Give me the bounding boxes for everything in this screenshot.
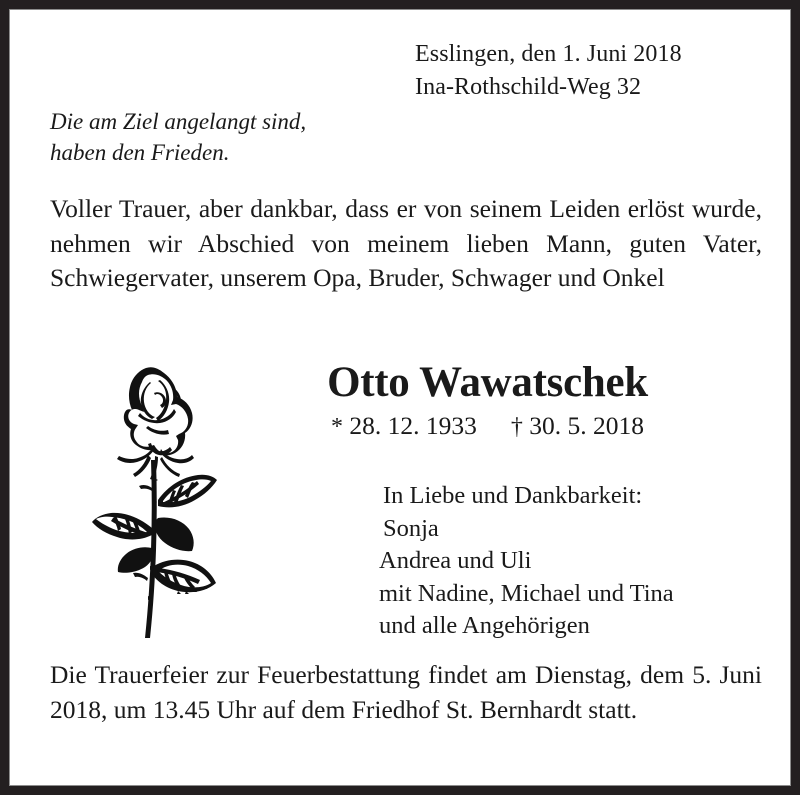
death-date: 30. 5. 2018 xyxy=(529,411,644,440)
death-symbol-dagger-icon: † xyxy=(510,414,523,440)
birth-symbol-asterisk-icon: * xyxy=(331,414,343,440)
epitaph xyxy=(50,106,306,168)
funeral-details: Die Trauerfeier zur Feuerbestattung findet am Dienstag, dem 5. Juni 2018, um 13.45 Uhr auf dem Friedhof St. Bernhardt statt. xyxy=(50,660,762,724)
birth-date-group xyxy=(331,411,477,440)
place-and-date: Esslingen, den 1. Juni 2018 xyxy=(415,41,682,67)
deceased-name: Otto Wawatschek xyxy=(327,359,648,406)
survivor-line: mit Nadine, Michael und Tina xyxy=(379,579,674,607)
mourning-text: Voller Trauer, aber dankbar, dass er von seinem Leiden erlöst wurde, nehmen wir Abschied von meinem lieben Mann, guten Vater, Schwiegervater, unserem Opa, Bruder, Schwager und Onkel xyxy=(50,194,762,292)
header-block xyxy=(415,38,682,104)
survivors-block xyxy=(379,480,674,643)
survivor-line: Sonja xyxy=(383,514,439,542)
birth-date: 28. 12. 1933 xyxy=(349,411,477,440)
survivor-line: Andrea und Uli xyxy=(379,547,532,575)
epitaph-line-2: haben den Frieden. xyxy=(50,140,230,165)
death-date-group xyxy=(511,411,644,440)
epitaph-line-1: Die am Ziel angelangt sind, xyxy=(50,109,307,134)
notice-content xyxy=(10,10,790,785)
survivor-line: und alle Angehörigen xyxy=(379,612,590,640)
deceased-block xyxy=(235,358,740,443)
life-dates xyxy=(235,410,740,443)
rose-illustration xyxy=(88,360,223,650)
address: Ina-Rothschild-Weg 32 xyxy=(415,74,642,100)
survivors-heading: In Liebe und Dankbarkeit: xyxy=(383,482,643,509)
